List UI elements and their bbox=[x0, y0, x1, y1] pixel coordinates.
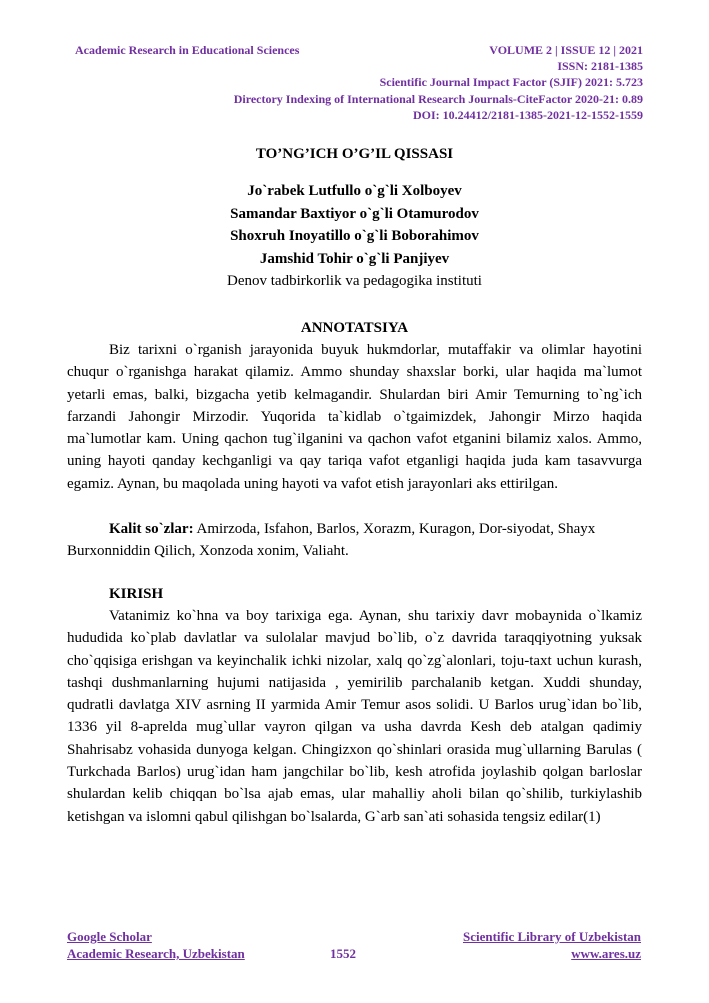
author-block bbox=[0, 180, 709, 293]
issn: ISSN: 2181-1385 bbox=[557, 59, 643, 74]
author-3: Shoxruh Inoyatillo o`g`li Boborahimov bbox=[230, 228, 479, 244]
impact-factor: Scientific Journal Impact Factor (SJIF) 2021: 5.723 bbox=[379, 75, 643, 90]
intro-heading: KIRISH bbox=[109, 586, 164, 602]
author-4: Jamshid Tohir o`g`li Panjiyev bbox=[259, 250, 450, 267]
affiliation: Denov tadbirkorlik va pedagogika instituti bbox=[227, 273, 482, 289]
doi[interactable]: DOI: 10.24412/2181-1385-2021-12-1552-1559 bbox=[413, 107, 643, 122]
journal-info-block bbox=[234, 42, 643, 123]
abstract-heading: ANNOTATSIYA bbox=[300, 320, 409, 336]
intro-text: Vatanimiz ko`hna va boy tarixiga ega. Aynan, shu tarixiy davr mobaynida o`lkamiz hududida ko`plab davlatlar va sulolalar mavjud bo`lib, o`z davrida taraqqiyotning yuksak cho`qqisiga erishgan va keyinchalik ichki nizolar, xalq qo`zg`alonlari, toju-taxt uchun kurash, tashqi dushmanlarning hujumi natijasida , yemirilib parchalanib ketgan. Xuddi shunday, qudratli davlatga XIV asrning II yarmida Amir Temur asos solidi. U Barlos urug`idan bo`lib, 1336 yil 8-aprelda mug`ullar vayron qilgan va usha davrda Kesh deb atalgan qadimiy Shahrisabz vohasida dunyoga kelgan. Chingizxon qo`shinlari orasida mug`ullarning Barulas ( Turkchada Barlos) urug`idan ham jangchilar bo`lib, kesh atrofida joylashib qolgan barloslar shulardan kelib chiqqan bo`lsa ajab emas, ular mahalliy aholi bilan qo`shilib, turkiylashib ketishgan va islomni qabul qilishgan bo`lsalarda, G`arb san`ati sohasida tengsiz edilar(1) bbox=[67, 608, 642, 825]
keywords-list: Amirzoda, Isfahon, Barlos, Xorazm, Kuragon, Dor-siyodat, Shayx Burxonniddin Qilich, Xonzoda xonim, Valiaht. bbox=[67, 521, 596, 560]
volume-issue: VOLUME 2 | ISSUE 12 | 2021 bbox=[489, 43, 643, 57]
scientific-library-link[interactable]: Scientific Library of Uzbekistan bbox=[462, 929, 641, 944]
keywords-paragraph bbox=[67, 518, 642, 563]
abstract-text: Biz tarixni o`rganish jarayonida buyuk hukmdorlar, mutaffakir va olimlar hayotini chuqur o`rganishga harakat qilamiz. Ammo shunday shaxslar borki, ular haqida ma`lumot yetarli emas, balki, bizgacha yetib kelmagandir. Shulardan biri Amir Temurning to`ng`ich farzandi Jahongir Mirzodir. Yuqorida ta`kidlab o`tgaimizdek, Jahongir Mirzo haqida ma`lumotlar kam. Uning qachon tug`ilganini va qachon vafot etganini bilamiz xalos. Ammo, uning hayoti qanday kechganligi va qay tariqa vafot etganligi haqida juda kam tasavvurga egamiz. Aynan, bu maqolada uning hayoti va vafot etish jarayonlari aks ettirilgan. bbox=[67, 342, 642, 492]
page-number: 1552 bbox=[330, 946, 356, 961]
academic-research-link[interactable]: Academic Research, Uzbekistan bbox=[67, 946, 245, 961]
citefactor: Directory Indexing of International Research Journals-CiteFactor 2020-21: 0.89 bbox=[233, 91, 643, 106]
author-2: Samandar Baxtiyor o`g`li Otamurodov bbox=[230, 205, 479, 222]
author-1: Jo`rabek Lutfullo o`g`li Xolboyev bbox=[247, 183, 462, 199]
article-title: TO’NG’ICH O’G’IL QISSASI bbox=[255, 146, 454, 162]
keywords-label: Kalit so`zlar: bbox=[109, 521, 194, 537]
journal-name: Academic Research in Educational Sciences bbox=[75, 43, 300, 57]
google-scholar-link[interactable]: Google Scholar bbox=[67, 929, 152, 944]
website-link[interactable]: www.ares.uz bbox=[571, 946, 641, 961]
